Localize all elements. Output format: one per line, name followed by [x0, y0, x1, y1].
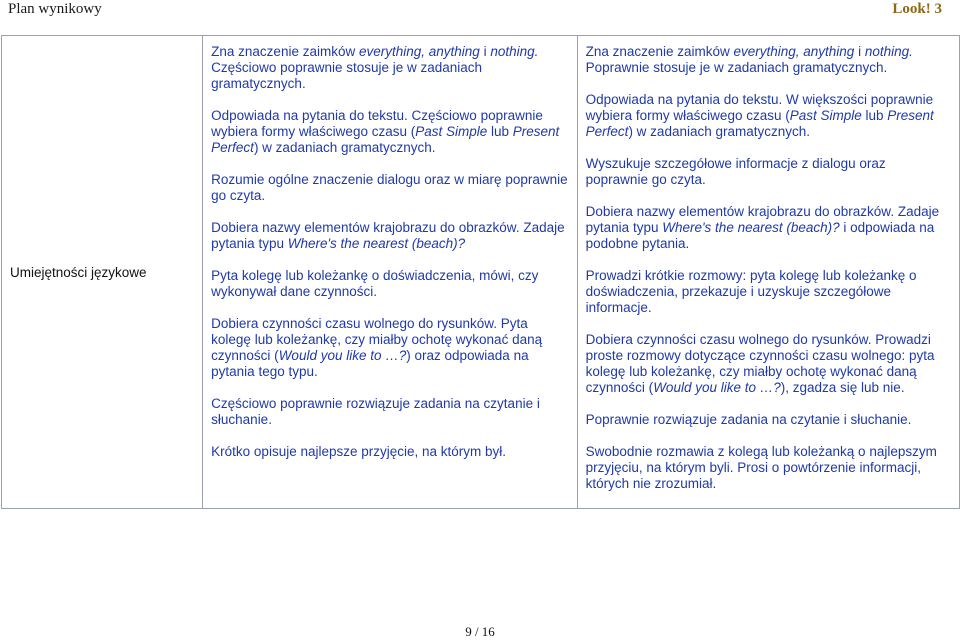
row-label: Umiejętności językowe	[2, 36, 203, 509]
requirement-text: Would you like to …?	[278, 348, 407, 363]
table-row	[2, 36, 960, 509]
requirement-text: Pyta kolegę lub koleżankę o doświadczenia, mówi, czy wykonywał dane czynności.	[211, 268, 539, 299]
requirement-text: Present Perfect	[585, 108, 934, 139]
requirement-text: everything, anything	[733, 44, 855, 59]
requirement-text: Dobiera nazwy elementów krajobrazu do obrazków. Zadaje pytania typu	[585, 204, 940, 235]
requirement-item	[586, 92, 951, 140]
requirement-text: ) oraz odpowiada na pytania tego typu.	[211, 348, 529, 379]
requirement-item	[211, 220, 569, 252]
requirement-text: Present Perfect	[211, 124, 560, 155]
requirement-text: Częściowo poprawnie rozwiązuje zadania na czytanie i słuchanie.	[211, 396, 540, 427]
requirement-text: Prowadzi krótkie rozmowy: pyta kolegę lub koleżankę o doświadczenia, przekazuje i uzyskuje szczegółowe informacje.	[585, 268, 917, 315]
series-name: Look! 3	[892, 1, 942, 17]
requirement-text: Częściowo poprawnie stosuje je w zadaniach gramatycznych.	[211, 60, 483, 91]
page-number: 9 / 16	[465, 624, 495, 639]
requirement-item	[586, 156, 951, 188]
requirement-item	[586, 412, 951, 428]
requirement-text: lub	[861, 108, 888, 123]
requirement-text: Past Simple	[789, 108, 862, 123]
requirement-text: everything, anything	[358, 44, 480, 59]
requirement-item	[211, 444, 569, 460]
requirement-text: Dobiera czynności czasu wolnego do rysunków. Pyta kolegę lub koleżankę, czy miałby ochotę wykonać daną czynności (	[211, 316, 543, 363]
requirement-text: Odpowiada na pytania do tekstu. Częściowo poprawnie wybiera formy właściwego czasu (	[211, 108, 543, 139]
page-header	[0, 0, 960, 20]
requirement-text: i odpowiada na podobne pytania.	[585, 220, 935, 251]
requirement-text: Poprawnie rozwiązuje zadania na czytanie i słuchanie.	[585, 412, 912, 427]
requirement-item	[211, 44, 569, 92]
requirement-text: Poprawnie stosuje je w zadaniach gramatycznych.	[585, 60, 888, 75]
requirement-text: Where's the nearest (beach)?	[287, 236, 466, 251]
requirement-text: Past Simple	[415, 124, 488, 139]
requirement-text: Would you like to …?	[653, 380, 781, 395]
requirement-text: Zna znaczenie zaimków	[585, 44, 734, 59]
requirement-item	[211, 172, 569, 204]
requirements-table	[1, 35, 960, 509]
basic-requirements-column	[203, 36, 578, 509]
document-title: Plan wynikowy	[8, 1, 102, 17]
requirement-text: Dobiera nazwy elementów krajobrazu do obrazków. Zadaje pytania typu	[211, 220, 565, 251]
requirement-text: ), zgadza się lub nie.	[780, 380, 905, 395]
requirement-text: Zna znaczenie zaimków	[211, 44, 359, 59]
requirement-text: Krótko opisuje najlepsze przyjęcie, na którym był.	[211, 444, 507, 459]
requirement-text: Dobiera czynności czasu wolnego do rysunków. Prowadzi proste rozmowy dotyczące czynności czasu wolnego: pyta kolegę lub koleżankę, czy miałby ochotę wykonać daną czynności (	[585, 332, 935, 395]
requirement-text: Where's the nearest (beach)?	[662, 220, 840, 235]
requirement-text: nothing.	[864, 44, 913, 59]
requirement-item	[211, 396, 569, 428]
requirement-item	[586, 332, 951, 396]
requirement-text: i	[479, 44, 491, 59]
requirement-text: ) w zadaniach gramatycznych.	[253, 140, 436, 155]
requirement-text: ) w zadaniach gramatycznych.	[628, 124, 811, 139]
requirement-text: lub	[487, 124, 513, 139]
requirement-item	[211, 268, 569, 300]
requirement-text: nothing.	[490, 44, 539, 59]
requirement-item	[211, 108, 569, 156]
requirement-text: Rozumie ogólne znaczenie dialogu oraz w miarę poprawnie go czyta.	[211, 172, 568, 203]
requirement-item	[586, 444, 951, 492]
requirement-text: Swobodnie rozmawia z kolegą lub koleżanką o najlepszym przyjęciu, na którym byli. Prosi o powtórzenie informacji, których nie zrozumiał.	[585, 444, 937, 491]
requirement-item	[586, 268, 951, 316]
requirement-item	[211, 316, 569, 380]
requirement-text: Odpowiada na pytania do tekstu. W większości poprawnie wybiera formy właściwego czasu (	[585, 92, 934, 123]
requirement-text: i	[854, 44, 865, 59]
extended-requirements-column	[577, 36, 959, 509]
requirement-item	[586, 204, 951, 252]
requirement-text: Wyszukuje szczegółowe informacje z dialogu oraz poprawnie go czyta.	[585, 156, 886, 187]
requirement-item	[586, 44, 951, 76]
